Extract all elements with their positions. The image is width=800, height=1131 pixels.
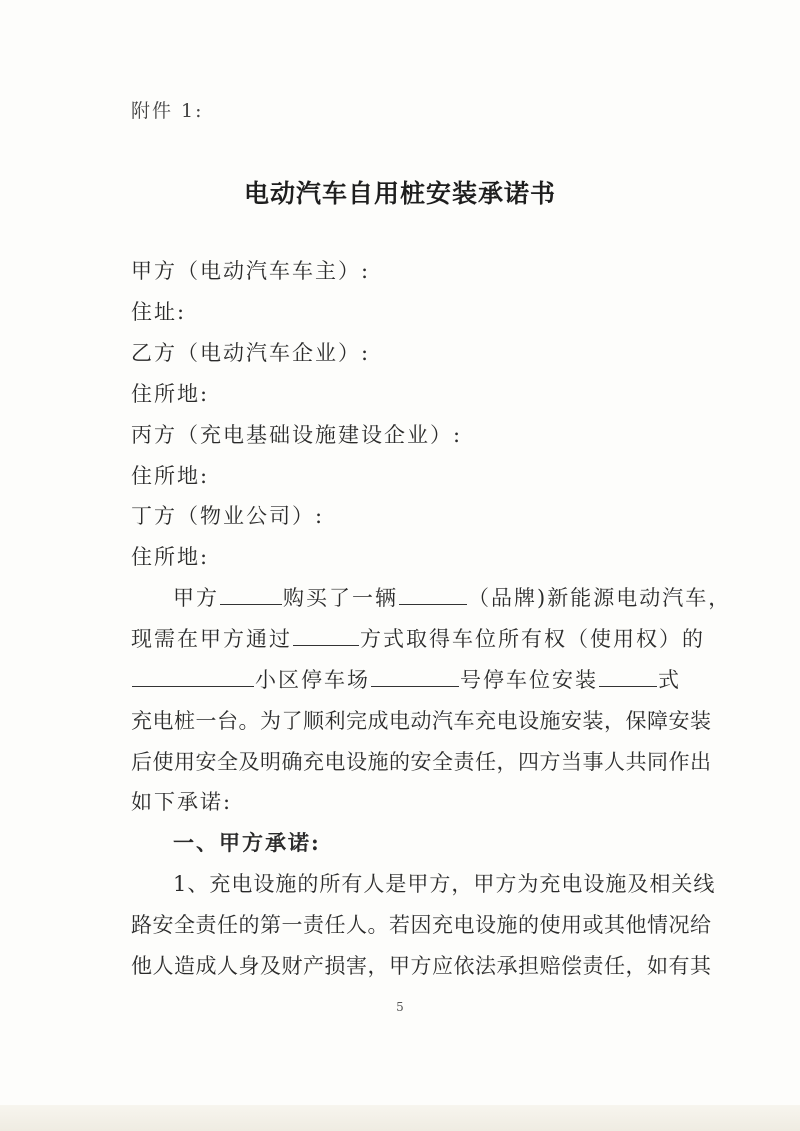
party-b-label: 乙方（电动汽车企业）:	[131, 341, 371, 365]
intro-text: 号停车位安装	[460, 668, 598, 692]
intro-text: 现需在甲方通过	[131, 627, 292, 651]
intro-line-1	[173, 582, 731, 612]
scan-edge	[0, 1105, 800, 1131]
party-b-address: 住所地:	[131, 382, 210, 406]
party-d-address: 住所地:	[131, 545, 210, 569]
party-c-address: 住所地:	[131, 464, 210, 488]
blank-field[interactable]	[599, 666, 657, 687]
blank-field[interactable]	[371, 666, 459, 687]
intro-text: 小区停车场	[255, 668, 370, 692]
blank-field[interactable]	[132, 666, 254, 687]
document-title: 电动汽车自用桩安装承诺书	[243, 179, 556, 208]
intro-line-2	[131, 623, 705, 653]
intro-line-6: 如下承诺:	[131, 790, 233, 814]
intro-line-5: 后使用安全及明确充电设施的安全责任，四方当事人共同作出	[131, 750, 712, 774]
party-c-label: 丙方（充电基础设施建设企业）:	[131, 423, 463, 447]
party-a-address: 住址:	[131, 300, 187, 324]
section1-line-3: 他人造成人身及财产损害，甲方应依法承担赔偿责任，如有其	[131, 954, 712, 978]
blank-field[interactable]	[220, 584, 282, 605]
intro-text: 式	[658, 668, 681, 692]
intro-text: 甲方	[173, 586, 219, 610]
party-a-label: 甲方（电动汽车车主）:	[131, 259, 371, 283]
blank-field[interactable]	[293, 625, 359, 646]
intro-text: 方式取得车位所有权（使用权）的	[360, 627, 705, 651]
party-d-label: 丁方（物业公司）:	[131, 504, 325, 528]
section1-line-1: 1、充电设施的所有人是甲方，甲方为充电设施及相关线	[173, 872, 716, 896]
intro-line-3	[131, 664, 681, 694]
intro-text: （品牌)新能源电动汽车，	[468, 586, 732, 610]
attachment-label: 附件 1:	[131, 100, 204, 122]
intro-text: 购买了一辆	[283, 586, 398, 610]
section-heading: 一、甲方承诺:	[173, 830, 321, 855]
page-number: 5	[396, 1000, 404, 1014]
intro-line-4: 充电桩一台。为了顺利完成电动汽车充电设施安装，保障安装	[131, 709, 712, 733]
blank-field[interactable]	[399, 584, 467, 605]
section1-line-2: 路安全责任的第一责任人。若因充电设施的使用或其他情况给	[131, 913, 712, 937]
